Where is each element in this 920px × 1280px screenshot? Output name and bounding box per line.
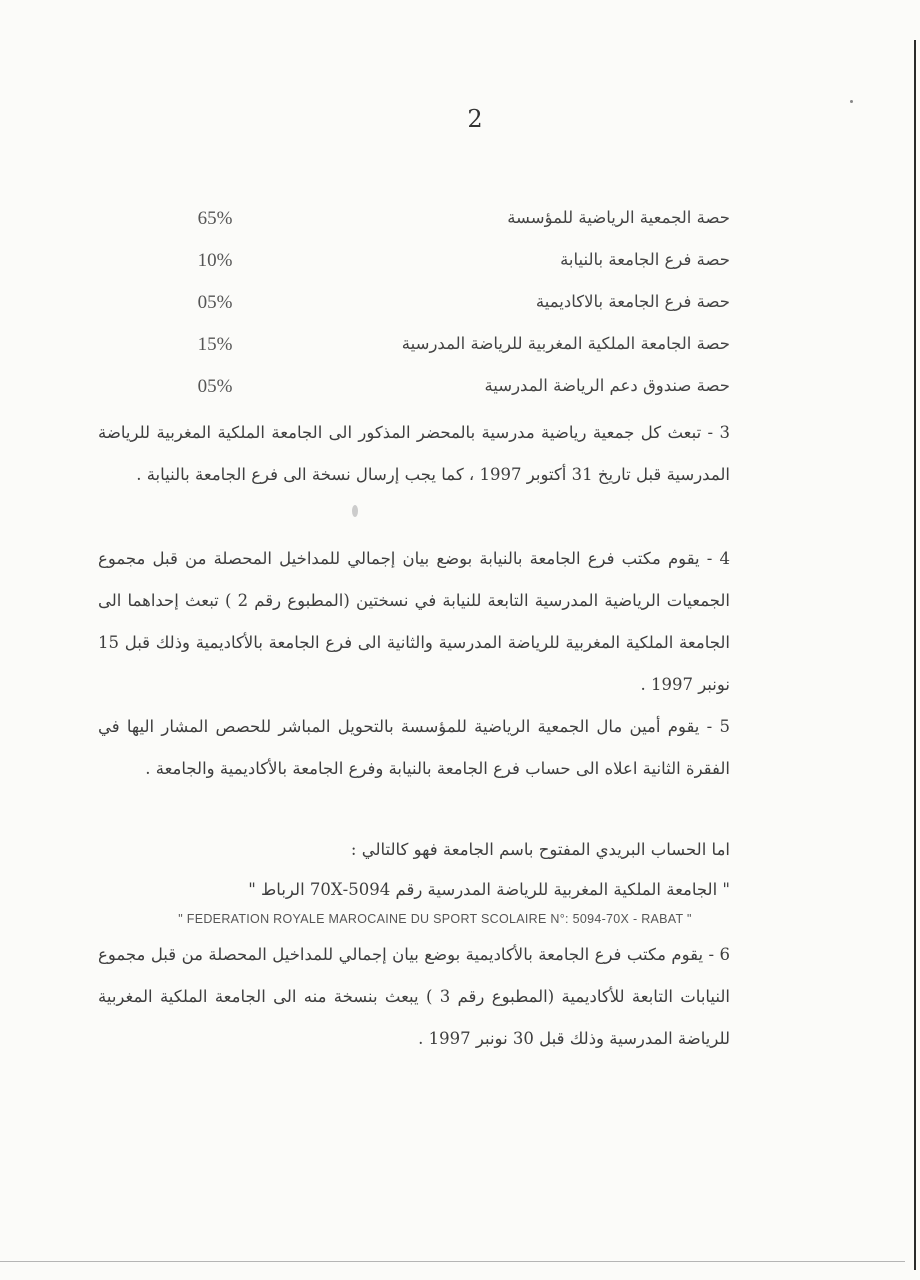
paragraph-4: 4 - يقوم مكتب فرع الجامعة بالنيابة بوضع بيان إجمالي للمداخيل المحصلة من قبل مجموع الجمعيات الرياضية المدرسية التابعة للنيابة في نسختين (المطبوع رقم 2 ) تبعث إحداهما الى الجامعة الملكية المغربية للرياضة المدرسية والثانية الى فرع الجامعة بالأكاديمية وذلك قبل 15 نونبر 1997 . [98,549,731,694]
share-row [0,208,920,242]
paragraph-5: 5 - يقوم أمين مال الجمعية الرياضية للمؤسسة بالتحويل المباشر للحصص المشار اليها في الفقرة الثانية اعلاه الى حساب فرع الجامعة بالنيابة وفرع الجامعة بالأكاديمية والجامعة . [98,717,730,778]
paragraph-3: 3 - تبعث كل جمعية رياضية مدرسية بالمحضر المذكور الى الجامعة الملكية المغربية للرياضة المدرسية قبل تاريخ 31 أكتوبر 1997 ، كما يجب إرسال نسخة الى فرع الجامعة بالنيابة . [98,423,730,484]
share-row [0,376,920,410]
share-row [0,250,920,284]
scan-speck [850,100,853,103]
share-row [0,334,920,368]
share-label: حصة فرع الجامعة بالنيابة [560,250,730,269]
share-percent: 05% [197,376,233,397]
page-number: 2 [467,105,483,133]
share-label: حصة الجمعية الرياضية للمؤسسة [507,208,730,227]
paragraph-6: 6 - يقوم مكتب فرع الجامعة بالأكاديمية بوضع بيان إجمالي للمداخيل المحصلة من قبل مجموع النيابات التابعة للأكاديمية (المطبوع رقم 3 ) يبعث بنسخة منه الى الجامعة الملكية المغربية للرياضة المدرسية وذلك قبل 30 نونبر 1997 . [98,945,731,1048]
account-french: " FEDERATION ROYALE MAROCAINE DU SPORT SCOLAIRE N°: 5094-70X - RABAT " [178,912,692,926]
account-arabic: " الجامعة الملكية المغربية للرياضة المدرسية رقم 5094-70X الرباط " [248,880,730,899]
share-percent: 15% [197,334,233,355]
scan-bottom-edge-line [0,1261,905,1262]
share-label: حصة فرع الجامعة بالاكاديمية [535,292,730,311]
account-intro: اما الحساب البريدي المفتوح باسم الجامعة فهو كالتالي : [350,840,730,859]
share-percent: 05% [197,292,233,313]
share-percent: 65% [197,208,233,229]
share-percent: 10% [197,250,233,271]
scan-speck [352,505,358,517]
share-label: حصة صندوق دعم الرياضة المدرسية [484,376,730,395]
share-row [0,292,920,326]
share-label: حصة الجامعة الملكية المغربية للرياضة المدرسية [401,334,730,353]
